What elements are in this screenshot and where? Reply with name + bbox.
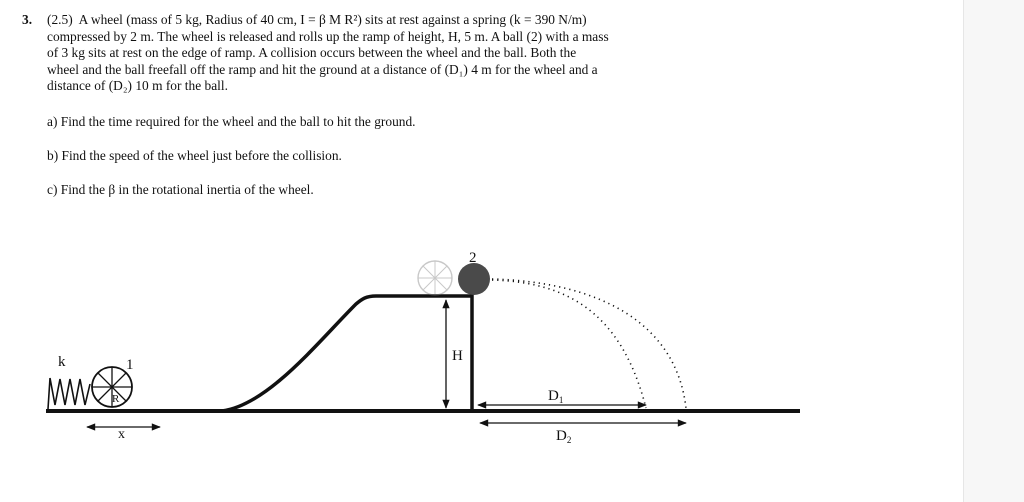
ball-2 (458, 263, 490, 295)
problem-text-line: wheel and the ball freefall off the ramp and hit the ground at a distance of (D₁) 4 m for the wheel and a (47, 61, 598, 77)
trajectory-wheel (492, 280, 646, 408)
wheel-at-top (418, 261, 452, 295)
problem-text-line: A wheel (mass of 5 kg, Radius of 40 cm, I = β M R²) sits at rest against a spring (k = 390 N/m) (78, 12, 587, 27)
trajectory-ball (492, 279, 686, 408)
label-x: x (118, 427, 125, 442)
label-k: k (58, 354, 66, 370)
label-h: H (452, 348, 463, 364)
question-c: c) Find the β in the rotational inertia of the wheel. (47, 182, 314, 197)
label-d2: $D_2$ (556, 428, 572, 445)
question-b: b) Find the speed of the wheel just before the collision. (47, 148, 342, 163)
ramp-curve (222, 296, 472, 411)
problem-number: 3. (22, 12, 33, 27)
label-radius: R (112, 393, 120, 405)
problem-text-line: compressed by 2 m. The wheel is released and rolls up the ramp of height, H, 5 m. A ball (2) with a mass (47, 28, 609, 44)
problem-points: (2.5) (47, 12, 73, 27)
spring (48, 378, 90, 409)
label-wheel-1: 1 (126, 357, 134, 373)
problem-text-line: distance of (D₂) 10 m for the ball. (47, 78, 228, 94)
label-ball-2: 2 (469, 250, 477, 266)
question-a: a) Find the time required for the wheel and the ball to hit the ground. (47, 114, 416, 129)
label-d1: $D_1$ (548, 388, 564, 405)
problem-text-line: of 3 kg sits at rest on the edge of ramp. A collision occurs between the wheel and the ball. Both the (47, 45, 577, 61)
